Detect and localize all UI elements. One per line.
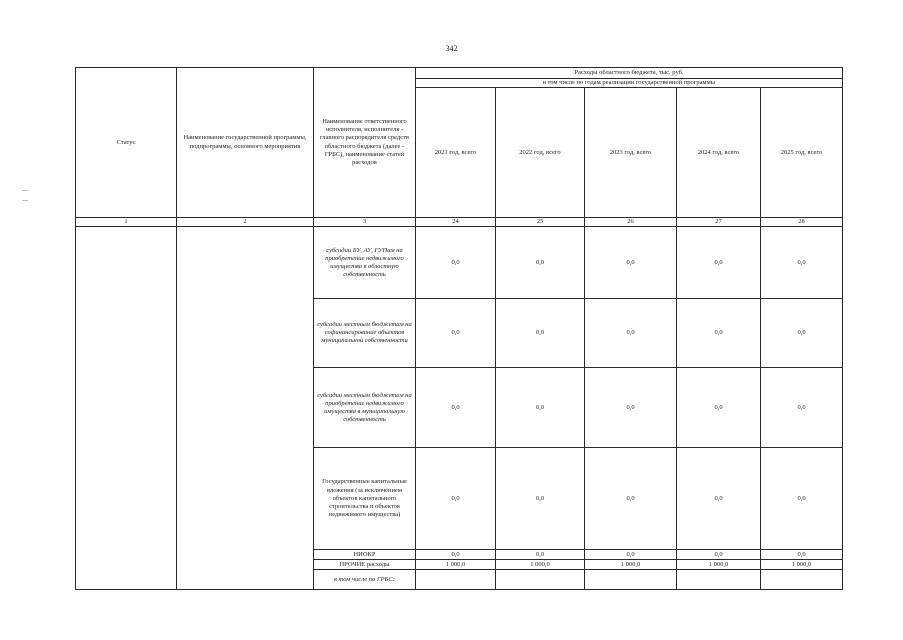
- column-number: 24: [416, 218, 496, 227]
- value-cell: 1 000,0: [761, 560, 843, 570]
- header-program-name: Наименование государственной программы, подпрограммы, основного мероприятия: [177, 68, 314, 218]
- row-label: ПРОЧИЕ расходы: [314, 560, 416, 570]
- value-cell: 0,0: [761, 550, 843, 560]
- value-cell: 1 000,0: [585, 560, 677, 570]
- header-budget-title: Расходы областного бюджета, тыс. руб.: [416, 68, 843, 79]
- column-number: 28: [761, 218, 843, 227]
- value-cell: 0,0: [416, 227, 496, 299]
- value-cell: 0,0: [585, 299, 677, 368]
- value-cell: [496, 570, 585, 590]
- row-label: Государственные капитальные вложения (за исключением объектов капитального строительства и объектов недвижимого имущества): [314, 448, 416, 550]
- header-executor: Наименование ответственного исполнителя, исполнителя - главного распорядителя средств областного бюджета (далее - ГРБС), наименование статей расходов: [314, 68, 416, 218]
- row-label: субсидии БУ, АУ, ГУПам на приобретение недвижимого имущества в областную собственность: [314, 227, 416, 299]
- header-status: Статус: [76, 68, 177, 218]
- value-cell: [416, 570, 496, 590]
- value-cell: 1 000,0: [677, 560, 761, 570]
- value-cell: 0,0: [585, 448, 677, 550]
- value-cell: 0,0: [677, 227, 761, 299]
- value-cell: 0,0: [496, 448, 585, 550]
- value-cell: 0,0: [496, 227, 585, 299]
- value-cell: 0,0: [585, 368, 677, 448]
- program-name-cell: [177, 227, 314, 590]
- value-cell: 0,0: [677, 448, 761, 550]
- value-cell: 1 000,0: [496, 560, 585, 570]
- value-cell: 1 000,0: [416, 560, 496, 570]
- value-cell: 0,0: [496, 299, 585, 368]
- value-cell: [585, 570, 677, 590]
- value-cell: [677, 570, 761, 590]
- value-cell: 0,0: [677, 299, 761, 368]
- margin-mark: [22, 190, 28, 191]
- value-cell: 0,0: [416, 448, 496, 550]
- header-year-2021: 2021 год, всего: [416, 88, 496, 218]
- row-label: субсидии местным бюджетам на приобретение недвижимого имущества в муниципальную собственность: [314, 368, 416, 448]
- column-number: 2: [177, 218, 314, 227]
- value-cell: 0,0: [677, 368, 761, 448]
- value-cell: 0,0: [761, 368, 843, 448]
- budget-table: [75, 67, 843, 590]
- value-cell: 0,0: [496, 550, 585, 560]
- page-number: 342: [445, 44, 458, 53]
- value-cell: 0,0: [761, 299, 843, 368]
- column-number: 25: [496, 218, 585, 227]
- value-cell: [761, 570, 843, 590]
- table-row: [76, 227, 843, 299]
- column-number: 27: [677, 218, 761, 227]
- column-number: 1: [76, 218, 177, 227]
- row-label: субсидии местным бюджетам на софинансирование объектов муниципальной собственности: [314, 299, 416, 368]
- value-cell: 0,0: [677, 550, 761, 560]
- margin-mark: [22, 200, 28, 201]
- row-label: в том числе по ГРБС:: [314, 570, 416, 590]
- value-cell: 0,0: [761, 227, 843, 299]
- value-cell: 0,0: [761, 448, 843, 550]
- header-year-2024: 2024 год, всего: [677, 88, 761, 218]
- header-year-2022: 2022 год, всего: [496, 88, 585, 218]
- header-year-2023: 2023 год, всего: [585, 88, 677, 218]
- value-cell: 0,0: [585, 550, 677, 560]
- value-cell: 0,0: [585, 227, 677, 299]
- value-cell: 0,0: [416, 299, 496, 368]
- column-number: 26: [585, 218, 677, 227]
- value-cell: 0,0: [416, 368, 496, 448]
- column-number: 3: [314, 218, 416, 227]
- header-year-2025: 2025 год, всего: [761, 88, 843, 218]
- status-cell: [76, 227, 177, 590]
- header-by-years: в том числе по годам реализации государственной программы: [416, 79, 843, 88]
- value-cell: 0,0: [496, 368, 585, 448]
- value-cell: 0,0: [416, 550, 496, 560]
- row-label: НИОКР: [314, 550, 416, 560]
